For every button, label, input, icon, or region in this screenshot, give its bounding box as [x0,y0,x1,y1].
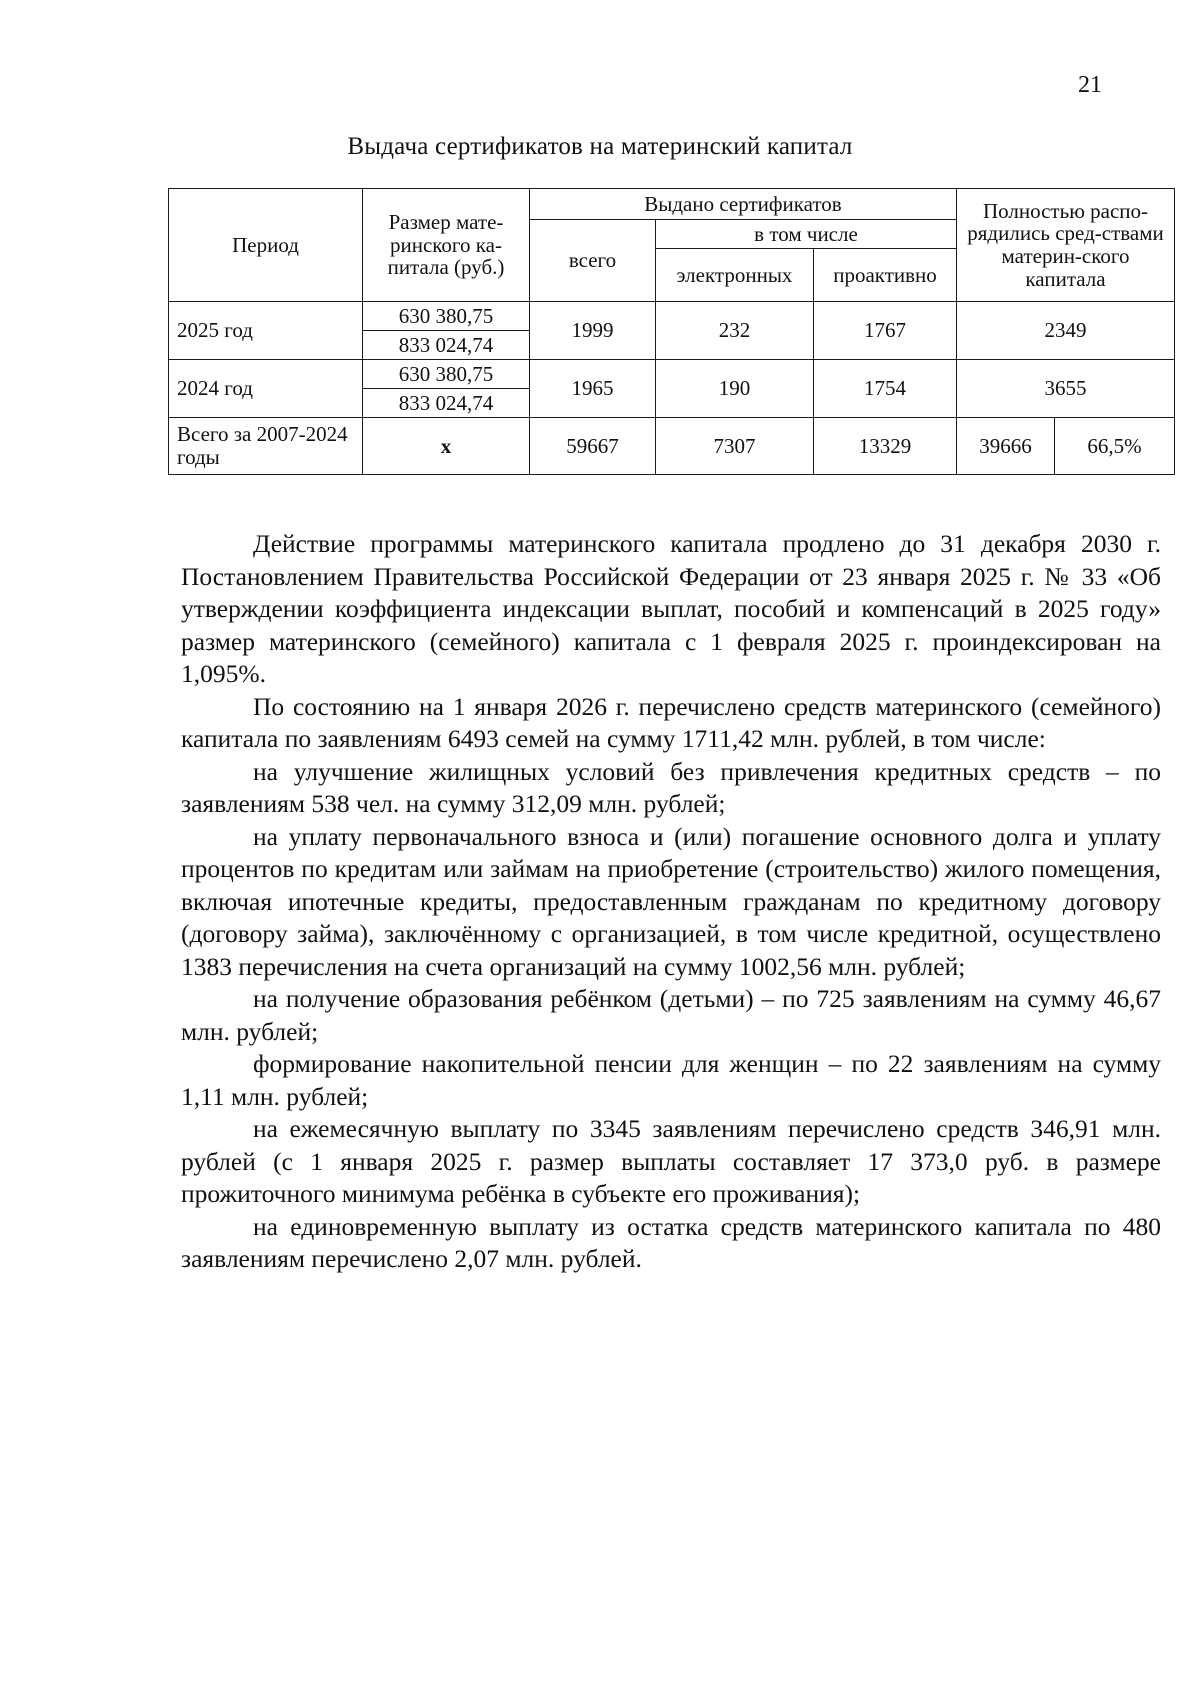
row-electronic: 190 [656,360,814,418]
paragraph: на получение образования ребёнком (детьми) – по 725 заявлениям на сумму 46,67 млн. рублей; [181,984,1161,1046]
paragraph: Действие программы материнского капитала продлено до 31 декабря 2030 г. Постановлением Правительства Российской Федерации от 23 января 2025 г. № 33 «Об утверждении коэффициента индексации выплат, пособий и компенсаций в 2025 году» размер материнского (семейного) капитала с 1 февраля 2025 г. проиндексирован на 1,095%. [181,529,1161,688]
paragraph: на ежемесячную выплату по 3345 заявлениям перечислено средств 346,91 млн. рублей (с 1 января 2025 г. размер выплаты составляет 17 373,0 руб. в размере прожиточного минимума ребёнка в субъекте его проживания); [181,1114,1161,1208]
total-fully-used-percent: 66,5% [1055,418,1175,475]
row-period: 2025 год [169,302,363,360]
header-total: всего [530,220,656,302]
page-number: 21 [1078,72,1102,98]
row-proactive: 1767 [814,302,957,360]
row-fully-used: 2349 [957,302,1175,360]
row-total: 1965 [530,360,656,418]
row-capital-size: 833 024,74 [363,389,530,418]
header-electronic: электронных [656,249,814,302]
table-title: Выдача сертификатов на материнский капитал [347,133,853,160]
row-capital-size: 630 380,75 [363,360,530,389]
row-proactive: 1754 [814,360,957,418]
header-capital-size: Размер мате-ринского ка-питала (руб.) [363,189,530,302]
paragraph: По состоянию на 1 января 2026 г. перечислено средств материнского (семейного) капитала по заявлениям 6493 семей на сумму 1711,42 млн. рублей, в том числе: [181,691,1161,753]
total-capital-size: х [363,418,530,475]
table-row [169,302,1175,331]
paragraph: на уплату первоначального взноса и (или) погашение основного долга и уплату процентов по кредитам или займам на приобретение (строительство) жилого помещения, включая ипотечные кредиты, предоставленным гражданам по кредитному договору (договору займа), заключённому с организацией, в том числе кредитной, осуществлено 1383 перечисления на счета организаций на сумму 1002,56 млн. рублей; [181,821,1161,981]
paragraph: на единовременную выплату из остатка средств материнского капитала по 480 заявлениям перечислено 2,07 млн. рублей. [181,1211,1161,1273]
total-period: Всего за 2007-2024 годы [169,418,363,475]
paragraph: формирование накопительной пенсии для женщин – по 22 заявлениям на сумму 1,11 млн. рублей; [181,1049,1161,1111]
header-proactive: проактивно [814,249,957,302]
certificates-table [168,188,1175,475]
row-period: 2024 год [169,360,363,418]
header-period: Период [169,189,363,302]
total-electronic: 7307 [656,418,814,475]
table-row [169,360,1175,389]
total-fully-used: 39666 [957,418,1055,475]
body-text [181,528,1161,1276]
table-total-row [169,418,1175,475]
header-issued: Выдано сертификатов [530,189,957,220]
header-fully-used: Полностью распо-рядились сред-ствами материн-ского капитала [957,189,1175,302]
row-electronic: 232 [656,302,814,360]
row-capital-size: 630 380,75 [363,302,530,331]
row-capital-size: 833 024,74 [363,331,530,360]
paragraph: на улучшение жилищных условий без привлечения кредитных средств – по заявлениям 538 чел. на сумму 312,09 млн. рублей; [181,756,1161,818]
row-fully-used: 3655 [957,360,1175,418]
header-including: в том числе [656,220,957,249]
row-total: 1999 [530,302,656,360]
total-issued: 59667 [530,418,656,475]
total-proactive: 13329 [814,418,957,475]
